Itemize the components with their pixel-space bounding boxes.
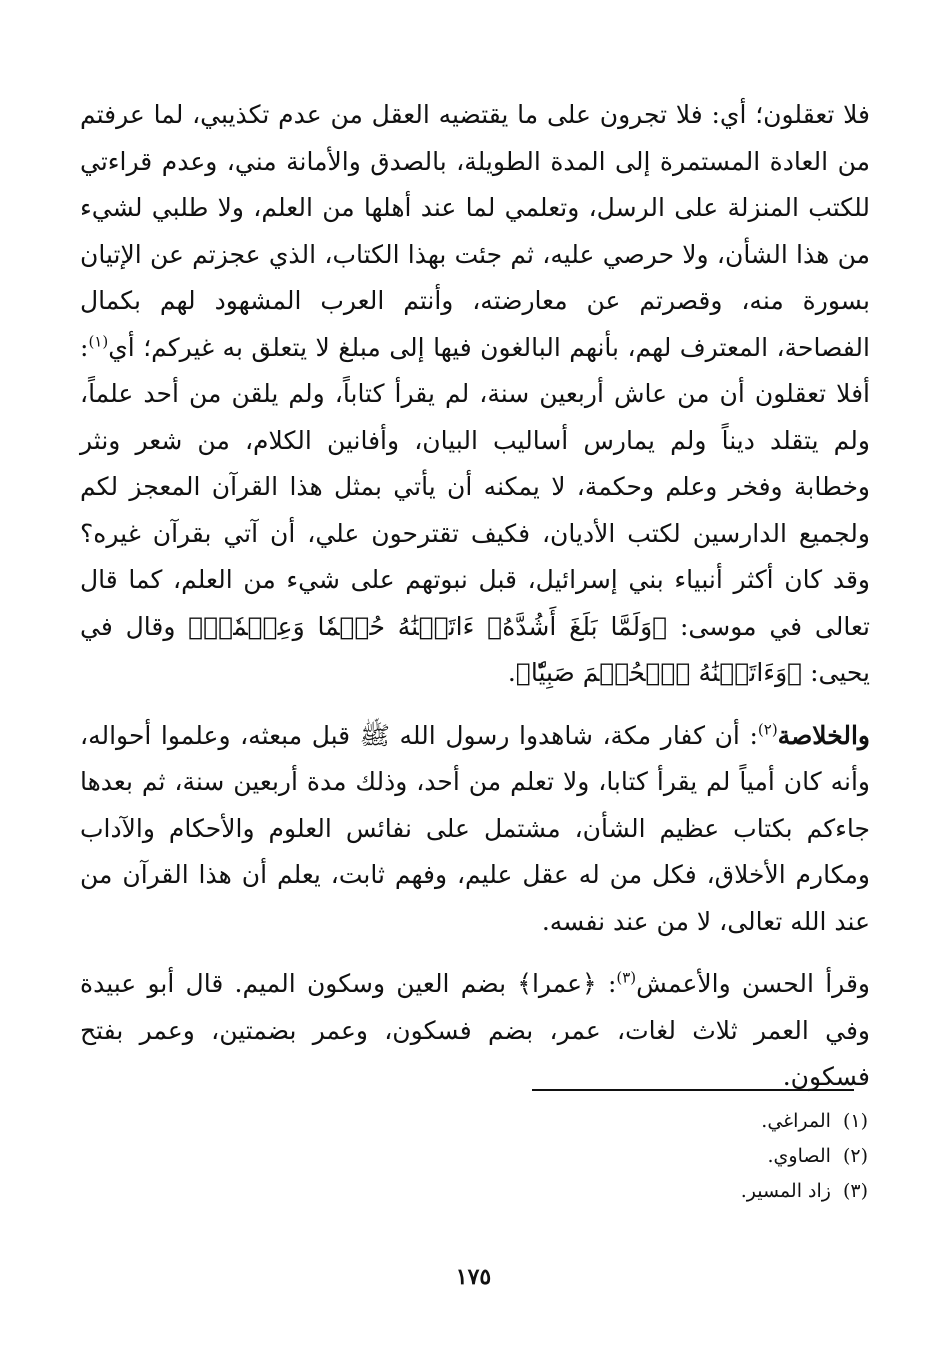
paragraph-3 xyxy=(80,961,870,1101)
paragraph-3-text-b: : ﴿عمرا﴾ بضم العين وسكون الميم. قال أبو عبيدة وفي العمر ثلاث لغات، عمر، بضم فسكون، وعمر بضمتين، وعمر بفتح فسكون. xyxy=(80,969,870,1091)
footnote-list xyxy=(500,1104,868,1209)
footnote-number: (١) xyxy=(842,1110,868,1132)
footnote-text: المراغي. xyxy=(761,1110,831,1132)
paragraph-1 xyxy=(80,92,870,697)
footnote-separator xyxy=(532,1089,854,1091)
footnote-item xyxy=(500,1139,868,1174)
footnote-text: الصاوي. xyxy=(767,1145,831,1167)
footnote-item xyxy=(500,1174,868,1209)
paragraph-2-lead: والخلاصة xyxy=(777,720,870,750)
footnote-ref-3: (٣) xyxy=(616,968,637,987)
page-number: ١٧٥ xyxy=(455,1264,492,1290)
paragraph-2-text: : أن كفار مكة، شاهدوا رسول الله ﷺ قبل مبعثه، وعلموا أحواله، وأنه كان أمياً لم يقرأ كتابا، ولا تعلم من أحد، وذلك مدة أربعين سنة، ثم بعدها جاءكم بكتاب عظيم الشأن، مشتمل على نفائس العلوم والأحكام والآداب ومكارم الأخلاق، فكل من له عقل عليم، وفهم ثابت، يعلم أن هذا القرآن من عند الله تعالى، لا من عند نفسه. xyxy=(80,720,870,936)
footnote-number: (٢) xyxy=(842,1145,868,1167)
footnote-ref-2: (٢) xyxy=(757,720,778,739)
paragraph-3-text-a: وقرأ الحسن والأعمش xyxy=(636,969,870,998)
footnote-ref-1: (١) xyxy=(88,332,109,351)
page-body xyxy=(80,92,870,1101)
paragraph-1-text-b: : أفلا تعقلون أن من عاش أربعين سنة، لم يقرأ كتاباً، ولم يلقن من أحد علماً، ولم يتقلد ديناً ولم يمارس أساليب البيان، وأفانين الكلام، من شعر ونثر وخطابة وفخر وعلم وحكمة، لا يمكنه أن يأتي بمثل هذا القرآن المعجز لكم ولجميع الدارسين لكتب الأديان، فكيف تقترحون علي، أن آتي بقرآن غيره؟ وقد كان أكثر أنبياء بني إسرائيل، قبل نبوتهم على شيء من العلم، كما قال تعالى في موسى: ﴿وَلَمَّا بَلَغَ أَشُدَّهُۥ ءَاتَيۡنَٰهُ حُكۡمٗا وَعِلۡمٗاۚ﴾ وقال في يحيى: ﴿وَءَاتَيۡنَٰهُ ٱلۡحُكۡمَ صَبِيّٗا﴾. xyxy=(80,332,870,687)
paragraph-2 xyxy=(80,713,870,946)
footnote-item xyxy=(500,1104,868,1139)
footnote-text: زاد المسير. xyxy=(740,1180,831,1202)
paragraph-1-text-a: فلا تعقلون؛ أي: فلا تجرون على ما يقتضيه العقل من عدم تكذيبي، لما عرفتم من العادة المستمرة إلى المدة الطويلة، بالصدق والأمانة مني، وعدم قراءتي للكتب المنزلة على الرسل، وتعلمي لما عند أهلها من العلم، ولا طلبي لشيء من هذا الشأن، ولا حرصي عليه، ثم جئت بهذا الكتاب، الذي عجزتم عن الإتيان بسورة منه، وقصرتم عن معارضته، وأنتم العرب المشهود لهم بكمال الفصاحة، المعترف لهم، بأنهم البالغون فيها إلى مبلغ لا يتعلق به غيركم؛ أي xyxy=(80,100,870,362)
footnote-number: (٣) xyxy=(842,1180,868,1202)
